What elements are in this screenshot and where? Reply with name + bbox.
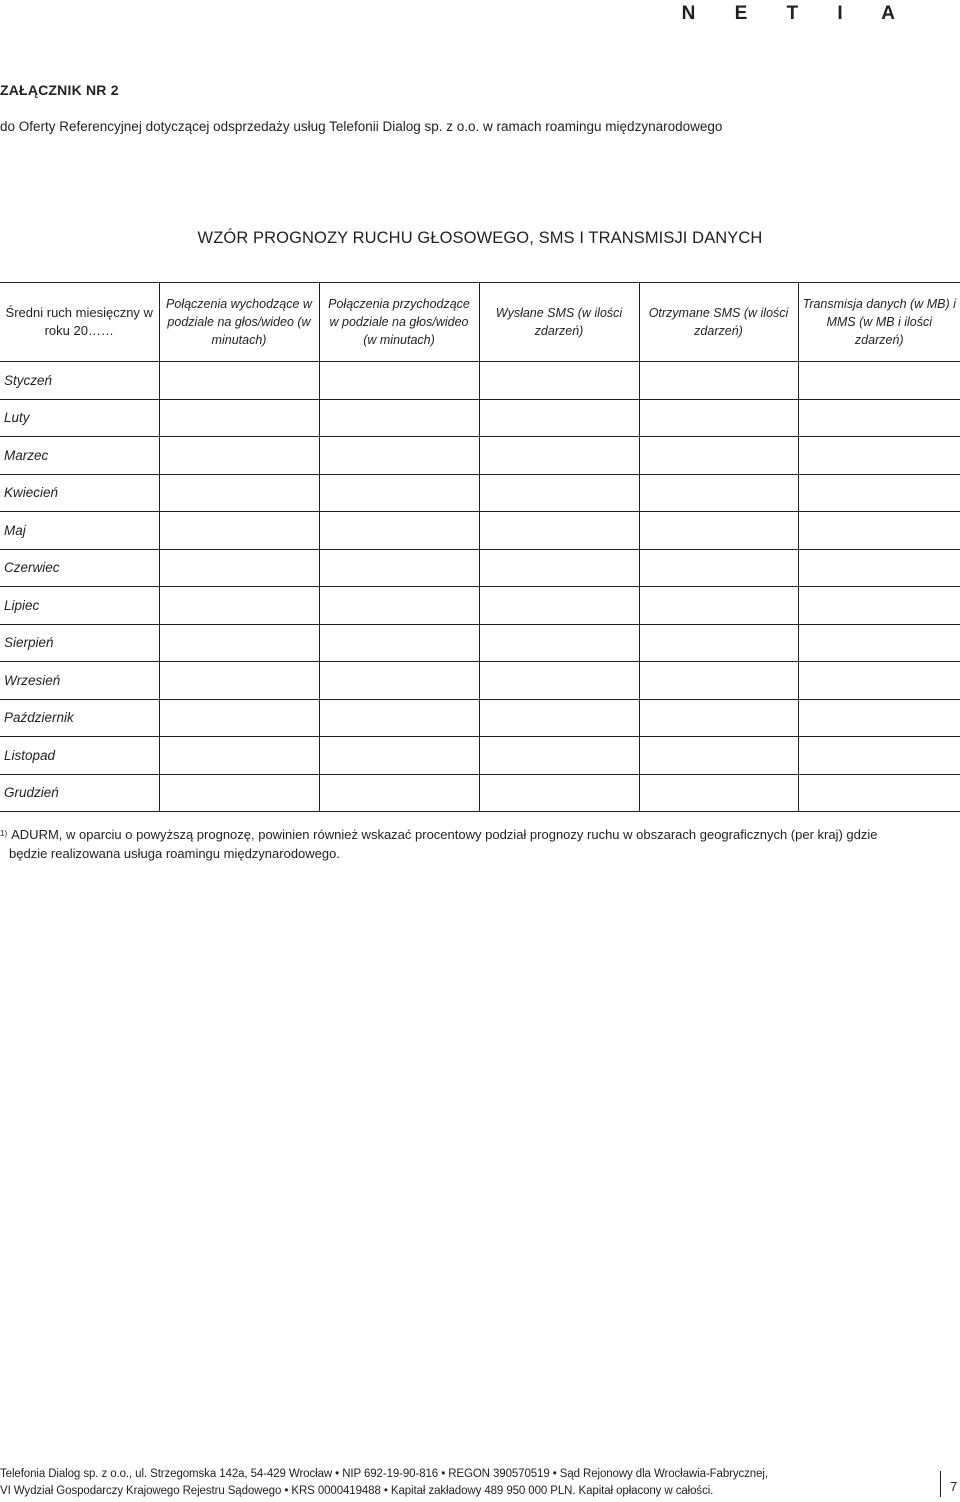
forecast-cell[interactable] (639, 474, 798, 512)
forecast-cell[interactable] (159, 587, 319, 625)
forecast-cell[interactable] (319, 399, 479, 437)
forecast-cell[interactable] (319, 774, 479, 812)
forecast-cell[interactable] (639, 737, 798, 775)
month-label: Maj (0, 512, 159, 550)
forecast-cell[interactable] (798, 474, 960, 512)
forecast-cell[interactable] (639, 662, 798, 700)
forecast-cell[interactable] (319, 437, 479, 475)
forecast-cell[interactable] (798, 549, 960, 587)
table-row (0, 512, 960, 550)
month-label: Luty (0, 399, 159, 437)
page-number: 7 (950, 1479, 958, 1494)
forecast-cell[interactable] (479, 362, 639, 400)
forecast-cell[interactable] (159, 512, 319, 550)
forecast-cell[interactable] (639, 362, 798, 400)
month-label: Grudzień (0, 774, 159, 812)
forecast-cell[interactable] (159, 737, 319, 775)
forecast-cell[interactable] (159, 474, 319, 512)
forecast-cell[interactable] (639, 624, 798, 662)
month-label: Marzec (0, 437, 159, 475)
forecast-cell[interactable] (479, 662, 639, 700)
header-outgoing-calls: Połączenia wychodzące w podziale na głos/wideo (w minutach) (159, 283, 319, 362)
forecast-cell[interactable] (798, 662, 960, 700)
forecast-cell[interactable] (319, 362, 479, 400)
forecast-cell[interactable] (639, 549, 798, 587)
header-received-sms: Otrzymane SMS (w ilości zdarzeń) (639, 283, 798, 362)
footnote (0, 825, 945, 863)
month-label: Sierpień (0, 624, 159, 662)
month-label: Listopad (0, 737, 159, 775)
table-row (0, 624, 960, 662)
month-label: Kwiecień (0, 474, 159, 512)
forecast-cell[interactable] (798, 362, 960, 400)
forecast-cell[interactable] (798, 512, 960, 550)
forecast-cell[interactable] (159, 437, 319, 475)
forecast-cell[interactable] (319, 549, 479, 587)
forecast-cell[interactable] (319, 512, 479, 550)
forecast-cell[interactable] (479, 587, 639, 625)
table-header-row (0, 283, 960, 362)
forecast-cell[interactable] (639, 587, 798, 625)
table-row (0, 399, 960, 437)
forecast-cell[interactable] (639, 399, 798, 437)
forecast-cell[interactable] (159, 699, 319, 737)
header-sent-sms: Wysłane SMS (w ilości zdarzeń) (479, 283, 639, 362)
table-row (0, 699, 960, 737)
forecast-cell[interactable] (159, 549, 319, 587)
forecast-cell[interactable] (479, 399, 639, 437)
forecast-cell[interactable] (479, 437, 639, 475)
table-row (0, 549, 960, 587)
header-average-traffic: Średni ruch miesięczny w roku 20…… (0, 283, 159, 362)
forecast-cell[interactable] (159, 399, 319, 437)
forecast-cell[interactable] (319, 662, 479, 700)
forecast-cell[interactable] (479, 774, 639, 812)
netia-logo: N E T I A (681, 3, 912, 24)
table-row (0, 362, 960, 400)
forecast-cell[interactable] (639, 699, 798, 737)
month-label: Lipiec (0, 587, 159, 625)
table-row (0, 662, 960, 700)
forecast-cell[interactable] (798, 737, 960, 775)
month-label: Wrzesień (0, 662, 159, 700)
form-title: WZÓR PROGNOZY RUCHU GŁOSOWEGO, SMS I TRANSMISJI DANYCH (197, 229, 763, 247)
forecast-cell[interactable] (798, 699, 960, 737)
month-label: Styczeń (0, 362, 159, 400)
footnote-line2: będzie realizowana usługa roamingu międzynarodowego. (9, 846, 340, 861)
footer-line1: Telefonia Dialog sp. z o.o., ul. Strzegomska 142a, 54-429 Wrocław • NIP 692-19-90-816 • REGON 390570519 • Sąd Rejonowy dla Wrocławia-Fabrycznej, (0, 1468, 768, 1480)
table-row (0, 474, 960, 512)
page-number-divider (940, 1471, 941, 1497)
forecast-cell[interactable] (479, 474, 639, 512)
forecast-cell[interactable] (479, 737, 639, 775)
forecast-cell[interactable] (639, 774, 798, 812)
forecast-cell[interactable] (479, 549, 639, 587)
forecast-table (0, 282, 960, 812)
forecast-cell[interactable] (798, 624, 960, 662)
table-row (0, 737, 960, 775)
forecast-cell[interactable] (159, 774, 319, 812)
footnote-line1: ADURM, w oparciu o powyższą prognozę, powinien również wskazać procentowy podział prognozy ruchu w obszarach geograficznych (per kraj) gdzie (11, 827, 878, 842)
table-row (0, 437, 960, 475)
month-label: Czerwiec (0, 549, 159, 587)
forecast-cell[interactable] (479, 699, 639, 737)
forecast-cell[interactable] (319, 587, 479, 625)
table-row (0, 774, 960, 812)
footnote-marker: 1) (0, 829, 8, 838)
forecast-cell[interactable] (639, 437, 798, 475)
annex-title: ZAŁĄCZNIK NR 2 (0, 82, 119, 98)
forecast-cell[interactable] (639, 512, 798, 550)
footer-line2: VI Wydział Gospodarczy Krajowego Rejestru Sądowego • KRS 0000419488 • Kapitał zakładowy 489 950 000 PLN. Kapitał opłacony w całości. (0, 1485, 714, 1497)
forecast-cell[interactable] (159, 662, 319, 700)
forecast-cell[interactable] (319, 699, 479, 737)
header-data-mms: Transmisja danych (w MB) i MMS (w MB i ilości zdarzeń) (798, 283, 960, 362)
company-footer (0, 1466, 900, 1500)
forecast-cell[interactable] (159, 362, 319, 400)
month-label: Październik (0, 699, 159, 737)
forecast-cell[interactable] (319, 737, 479, 775)
forecast-cell[interactable] (319, 624, 479, 662)
forecast-cell[interactable] (479, 512, 639, 550)
forecast-cell[interactable] (798, 587, 960, 625)
forecast-cell[interactable] (159, 624, 319, 662)
forecast-cell[interactable] (479, 624, 639, 662)
header-incoming-calls: Połączenia przychodzące w podziale na głos/wideo (w minutach) (319, 283, 479, 362)
document-subtitle: do Oferty Referencyjnej dotyczącej odsprzedaży usług Telefonii Dialog sp. z o.o. w ramach roamingu międzynarodowego (0, 119, 723, 134)
forecast-cell[interactable] (319, 474, 479, 512)
forecast-cell[interactable] (798, 437, 960, 475)
forecast-cell[interactable] (798, 399, 960, 437)
forecast-cell[interactable] (798, 774, 960, 812)
table-row (0, 587, 960, 625)
